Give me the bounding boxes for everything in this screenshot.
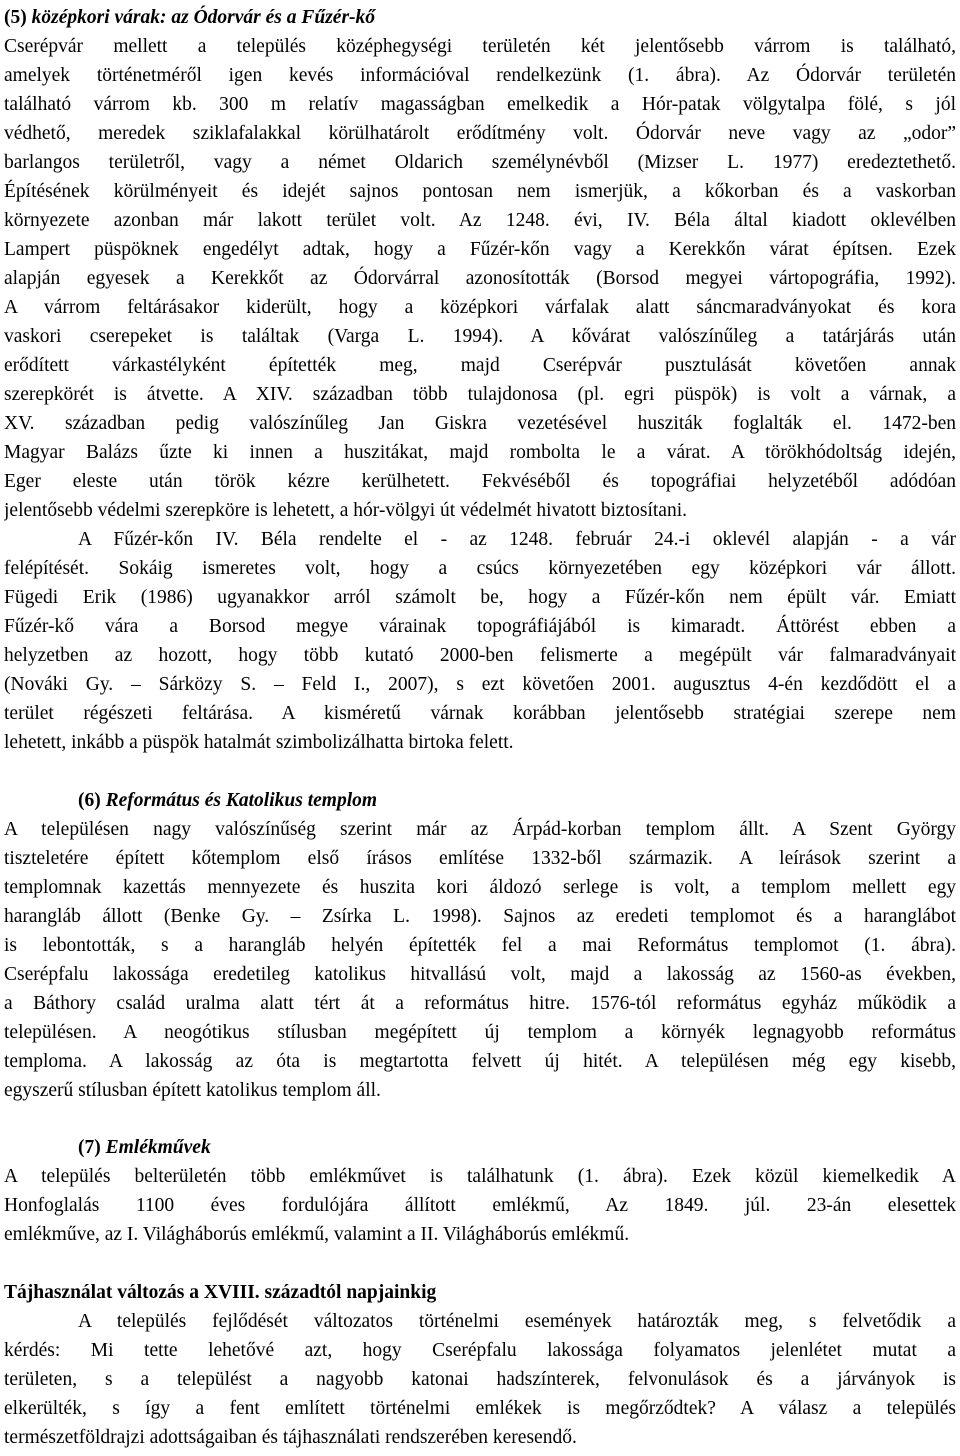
section-title: Emlékművek (105, 1137, 211, 1158)
text-line: egyszerű stílusban épített katolikus templom áll. (4, 1080, 381, 1101)
text-line: védhető, meredek sziklafalakkal körülhatárolt erődítmény volt. Ódorvár neve vagy az „odor” (4, 123, 956, 144)
section-title: Református és Katolikus templom (105, 790, 378, 811)
text-line: templomnak kazettás mennyezete és huszita kori áldozó serlege is volt, a templom mellett egy (4, 877, 956, 898)
text-line: lehetett, inkább a püspök hatalmát szimbolizálhatta birtoka felett. (4, 732, 514, 753)
text-line: barlangos területről, vagy a német Oldarich személynévből (Mizser L. 1977) eredeztethető. (4, 152, 956, 173)
text-line: Fügedi Erik (1986) ugyanakkor arról számolt be, hogy a Fűzér-kőn nem épült vár. Emiatt (4, 587, 956, 608)
section-land-use (4, 1278, 956, 1452)
text-line: erődített várkastélyként építették meg, majd Cserépvár pusztulását követően annak (4, 355, 956, 376)
text-line: A Fűzér-kőn IV. Béla rendelte el - az 1248. február 24.-i oklevél alapján - a vár (78, 529, 956, 550)
section-heading (4, 786, 956, 815)
section-body (4, 32, 956, 757)
text-line: amelyek történetméről igen kevés információval rendelkezünk (1. ábra). Az Ódorvár területén (4, 65, 956, 86)
text-line: Honfoglalás 1100 éves fordulójára állított emlékmű, Az 1849. júl. 23-án elesettek (4, 1195, 956, 1216)
text-line: kérdés: Mi tette lehetővé azt, hogy Cserépfalu lakossága folyamatos jelenlétet mutat a (4, 1340, 956, 1361)
section-heading (4, 1133, 956, 1162)
text-line: jelentősebb védelmi szerepköre is lehetett, a hór-völgyi út védelmét hivatott biztosítani. (4, 500, 687, 521)
text-line: településen. A neogótikus stílusban megépített új templom a környék legnagyobb református (4, 1022, 956, 1043)
text-line: A település fejlődését változatos történelmi események határozták meg, s felvetődik a (78, 1311, 956, 1332)
text-line: XV. században pedig valószínűleg Jan Giskra vezetésével husziták foglalták el. 1472-ben (4, 413, 956, 434)
text-line: emlékműve, az I. Világháborús emlékmű, valamint a II. Világháborús emlékmű. (4, 1224, 630, 1245)
text-line: környezete azonban már lakott terület volt. Az 1248. évi, IV. Béla által kiadott oklevélben (4, 210, 956, 231)
section-title: középkori várak: az Ódorvár és a Fűzér-kő (31, 7, 376, 28)
text-line: Eger eleste után török kézre kerülhetett. Fekvéséből és topográfiai helyzetéből adódóan (4, 471, 956, 492)
text-line: helyzetben az hozott, hogy több kutató 2000-ben felismerte a megépült vár falmaradványait (4, 645, 956, 666)
text-line: Magyar Balázs űzte ki innen a huszitákat, majd rombolta le a várat. A törökhódoltság idején, (4, 442, 956, 463)
section-title: Tájhasználat változás a XVIII. századtól napjainkig (4, 1282, 437, 1303)
section-body (4, 815, 956, 1105)
section-monuments (4, 1133, 956, 1249)
text-line: található várrom kb. 300 m relatív magasságban emelkedik a Hór-patak völgytalpa fölé, s jól (4, 94, 956, 115)
text-line: alapján egyesek a Kerekkőt az Ódorvárral azonosították (Borsod megyei vártopográfia, 1992). (4, 268, 956, 289)
text-line: terület régészeti feltárása. A kisméretű várnak korábban jelentősebb stratégiai szerepe nem (4, 703, 956, 724)
section-body (4, 1162, 956, 1249)
text-line: Cserépvár mellett a település középhegységi területén két jelentősebb várrom is található, (4, 36, 956, 57)
text-line: Fűzér-kő vára a Borsod megye várainak topográfiájából is kimaradt. Áttörést ebben a (4, 616, 956, 637)
text-line: szerepkörét is átvette. A XIV. században több tulajdonosa (pl. egri püspök) is volt a várnak, a (4, 384, 956, 405)
text-line: területen, s a települést a nagyobb katonai hadszínterek, felvonulások és a járványok is (4, 1369, 956, 1390)
text-line: vaskori cserepeket is találtak (Varga L. 1994). A kővárat valószínűleg a tatárjárás után (4, 326, 956, 347)
section-churches (4, 786, 956, 1105)
text-line: felépítését. Sokáig ismeretes volt, hogy a csúcs környezetében egy középkori vár állott. (4, 558, 956, 579)
section-number: (7) (78, 1137, 106, 1158)
section-heading (4, 3, 956, 32)
text-line: (Nováki Gy. – Sárközy S. – Feld I., 2007), s ezt követően 2001. augusztus 4-én kezdődött el a (4, 674, 956, 695)
section-medieval-castles (4, 3, 956, 757)
text-line: Cserépfalu lakossága eredetileg katolikus hitvallású volt, majd a lakosság az 1560-as években, (4, 964, 956, 985)
text-line: harangláb állott (Benke Gy. – Zsírka L. 1998). Sajnos az eredeti templomot és a haranglábot (4, 906, 956, 927)
text-line: Lampert püspöknek engedélyt adtak, hogy a Fűzér-kőn vagy a Kerekkőn várat építsen. Ezek (4, 239, 956, 260)
text-line: a Báthory család uralma alatt tért át a református hitre. 1576-tól református egyház működik a (4, 993, 956, 1014)
text-line: tiszteletére épített kőtemplom első írásos említése 1332-ből származik. A leírások szerint a (4, 848, 956, 869)
section-heading (4, 1278, 956, 1307)
text-line: A várrom feltárásakor kiderült, hogy a középkori várfalak alatt sáncmaradványokat és kora (4, 297, 956, 318)
text-line: természetföldrajzi adottságaiban és tájhasználati rendszerében keresendő. (4, 1427, 577, 1448)
section-number: (5) (4, 7, 32, 28)
section-body (4, 1307, 956, 1452)
text-line: elkerülték, s így a fent említett történelmi emlékek is megőrződtek? A válasz a település (4, 1398, 956, 1419)
text-line: is lebontották, s a harangláb helyén építették fel a mai Református templomot (1. ábra). (4, 935, 956, 956)
text-line: A településen nagy valószínűség szerint már az Árpád-korban templom állt. A Szent György (4, 819, 956, 840)
text-line: Építésének körülményeit és idejét sajnos pontosan nem ismerjük, a kőkorban és a vaskorban (4, 181, 956, 202)
text-line: A település belterületén több emlékművet is találhatunk (1. ábra). Ezek közül kiemelkedik A (4, 1166, 956, 1187)
text-line: temploma. A lakosság az óta is megtartotta felvett új hitét. A településen még egy kisebb, (4, 1051, 956, 1072)
section-number: (6) (78, 790, 106, 811)
